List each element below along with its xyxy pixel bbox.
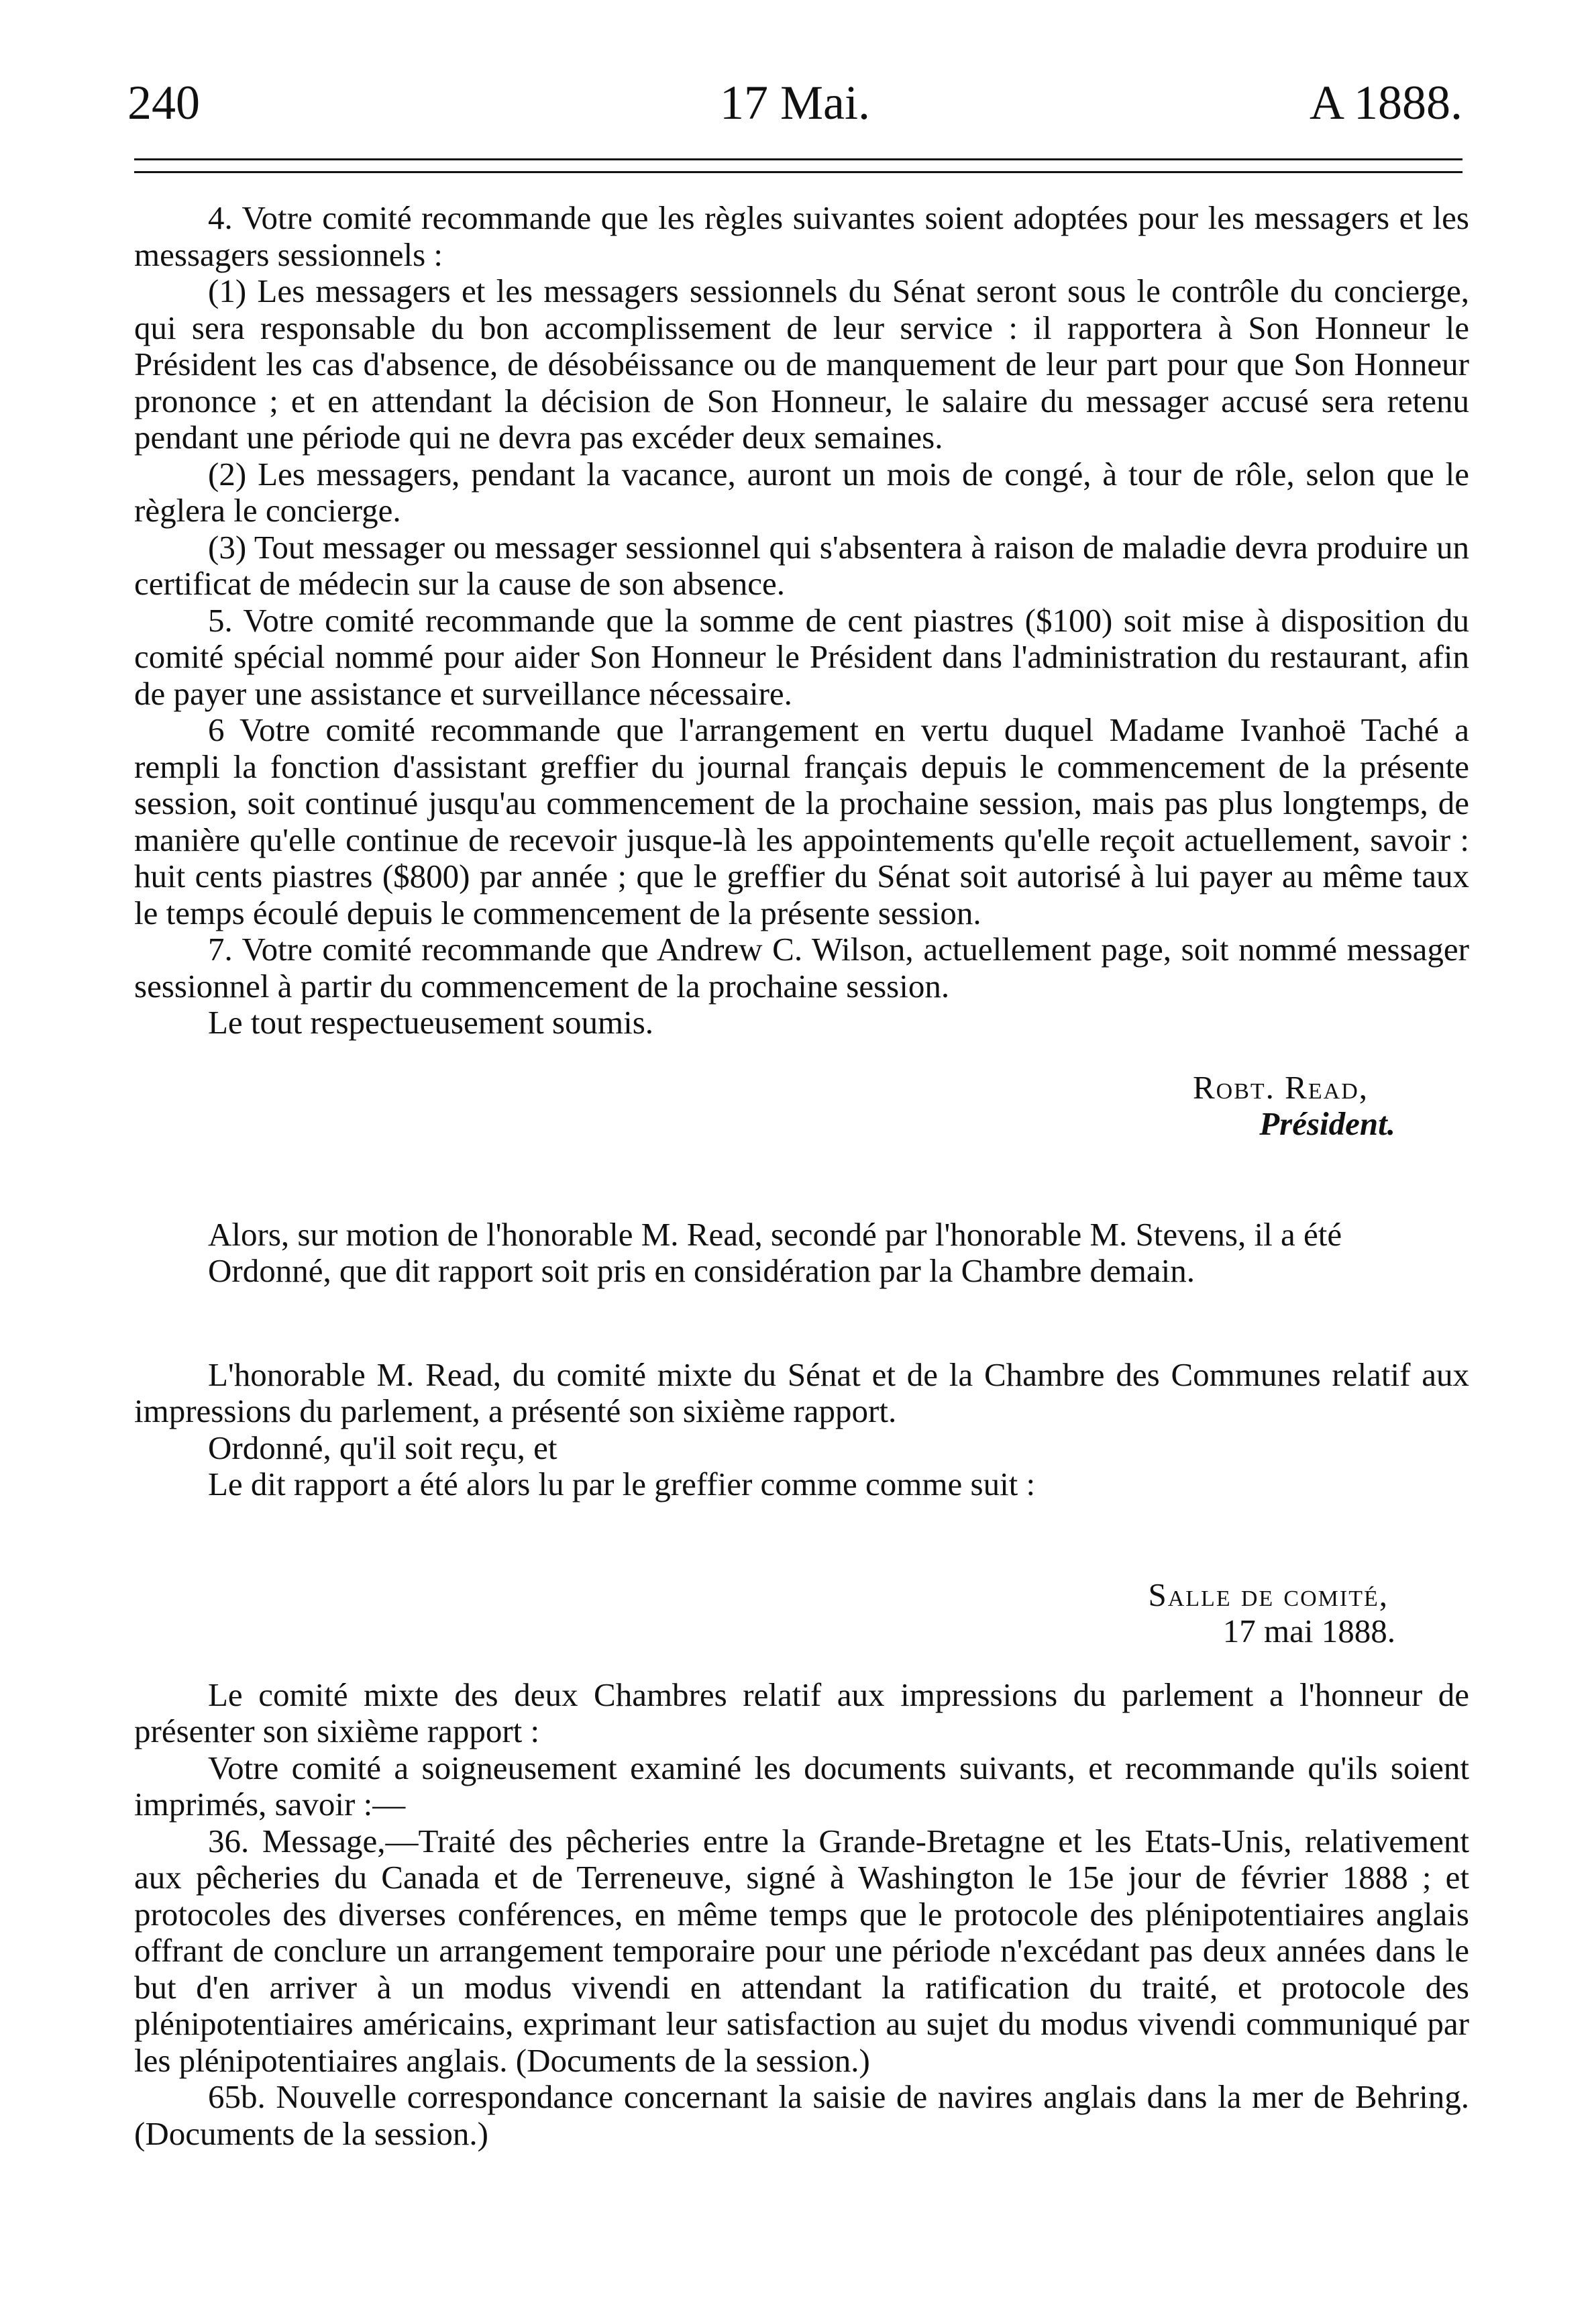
report-item-4: 4. Votre comité recommande que les règles suivantes soient adoptées pour les messagers et les messagers sessionnels : [134, 199, 1469, 273]
report-item-5: 5. Votre comité recommande que la somme de cent piastres ($100) soit mise à disposition du comité spécial nommé pour aider Son Honneur le Président dans l'administration du restaurant, afin de payer une assistance et surveillance nécessaire. [134, 601, 1469, 712]
header-year: A 1888. [1309, 76, 1462, 130]
rule-2: (2) Les messagers, pendant la vacance, auront un mois de congé, à tour de rôle, selon que le règlera le concierge. [134, 455, 1469, 529]
report-item-6: 6 Votre comité recommande que l'arrangement en vertu duquel Madame Ivanhoë Taché a rempli la fonction d'assistant greffier du journal français depuis le commencement de la présente session, soit continué jusqu'au commencement de la prochaine session, mais pas plus longtemps, de manière qu'elle continue de recevoir jusque-là les appointements qu'elle reçoit actuellement, savoir : huit cents piastres ($800) par année ; que le greffier du Sénat soit autorisé à lui payer au même taux le temps écoulé depuis le commencement de la présente session. [134, 711, 1469, 931]
spacer [134, 1290, 1469, 1357]
document-item-65b: 65b. Nouvelle correspondance concernant la saisie de navires anglais dans la mer de Behring. (Documents de la session.) [134, 2078, 1469, 2152]
page-header [127, 66, 1462, 140]
signature-name: Robt. Read, [1193, 1068, 1369, 1106]
report-closing: Le tout respectueusement soumis. [208, 1004, 654, 1041]
header-rule [134, 158, 1462, 173]
signature-title: Président. [1259, 1105, 1395, 1142]
document-body [134, 200, 1469, 2152]
motion-order: Ordonné, que dit rapport soit pris en considération par la Chambre demain. [208, 1252, 1195, 1289]
motion-text: Alors, sur motion de l'honorable M. Read, secondé par l'honorable M. Stevens, il a été [208, 1215, 1342, 1253]
rule-1: (1) Les messagers et les messagers sessionnels du Sénat seront sous le contrôle du concierge, qui sera responsable du bon accomplissement de leur service : il rapportera à Son Honneur le Président les cas d'absence, de désobéissance ou de manquement de leur part pour que Son Honneur prononce ; et en attendant la décision de Son Honneur, le salaire du messager accusé sera retenu pendant une période qui ne devra pas excéder deux semaines. [134, 272, 1469, 456]
report2-recommendation: Votre comité a soigneusement examiné les documents suivants, et recommande qu'ils soient imprimés, savoir :— [134, 1749, 1469, 1823]
header-date: 17 Mai. [720, 76, 870, 130]
report-item-7: 7. Votre comité recommande que Andrew C. Wilson, actuellement page, soit nommé messager sessionnel à partir du commencement de la prochaine session. [134, 931, 1469, 1005]
spacer [134, 1650, 1469, 1677]
page-number: 240 [127, 76, 200, 130]
spacer [134, 1143, 1469, 1217]
report-date: 17 mai 1888. [1222, 1613, 1395, 1649]
spacer [134, 1503, 1469, 1577]
presentation-order: Ordonné, qu'il soit reçu, et [208, 1429, 557, 1466]
presentation-text: L'honorable M. Read, du comité mixte du Sénat et de la Chambre des Communes relatif aux impressions du parlement, a présenté son sixième rapport. [134, 1356, 1469, 1429]
presentation-reading: Le dit rapport a été alors lu par le greffier comme comme suit : [208, 1466, 1036, 1502]
rule-3: (3) Tout messager ou messager sessionnel qui s'absentera à raison de maladie devra produire un certificat de médecin sur la cause de son absence. [134, 528, 1469, 602]
report2-intro: Le comité mixte des deux Chambres relatif aux impressions du parlement a l'honneur de présenter son sixième rapport : [134, 1676, 1469, 1749]
document-item-36: 36. Message,—Traité des pêcheries entre la Grande-Bretagne et les Etats-Unis, relativement aux pêcheries du Canada et de Terreneuve, signé à Washington le 15e jour de février 1888 ; et protocoles des diverses conférences, en même temps que le protocole des plénipotentiaires anglais offrant de conclure un arrangement temporaire pour une période n'excédant pas deux années dans le but d'en arriver à un modus vivendi en attendant la ratification du traité, et protocole des plénipotentiaires américains, exprimant leur satisfaction au sujet du modus vivendi communiqué par les plénipotentiaires anglais. (Documents de la session.) [134, 1822, 1469, 2079]
report-place: Salle de comité, [1148, 1576, 1389, 1613]
